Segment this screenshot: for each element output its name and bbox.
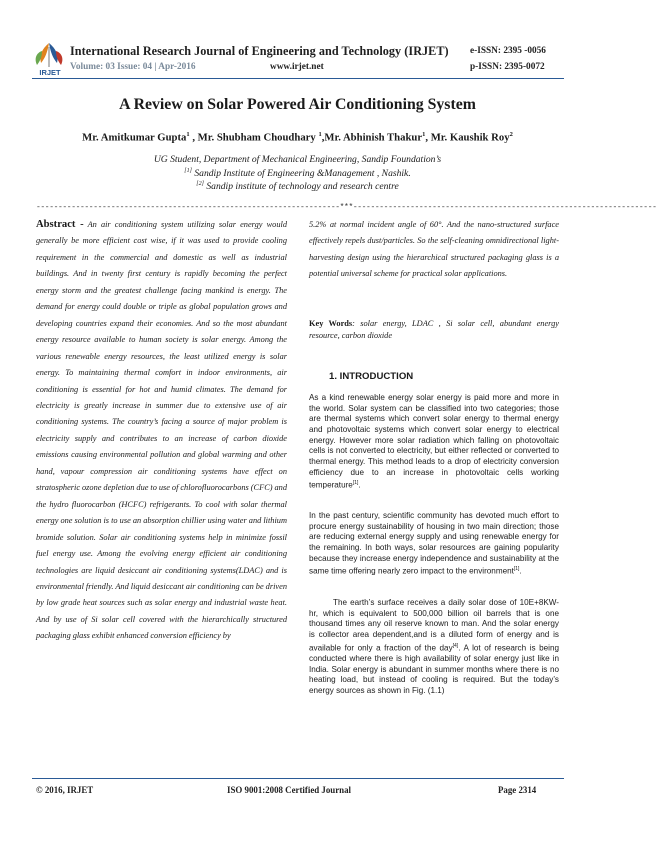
keywords-label: Key Words (309, 319, 353, 328)
affiliation (0, 168, 595, 179)
journal-title: International Research Journal of Engineering and Technology (IRJET) (70, 44, 449, 58)
paragraph-text: The earth’s surface receives a daily solar dose of 10E+8KW-hr, which is equivalent to 500,000 billion oil barrels that is one thousand times any oil reserve known to man. And the solar energy is collector area dependent,and is a diluted form of energy and is available for only a fraction of the day (309, 598, 559, 653)
feather-quill-logo-icon (32, 41, 66, 77)
citation: [1] (352, 480, 359, 487)
affiliation-mark: [1] (184, 168, 192, 174)
paragraph-text: As a kind renewable energy solar energy is paid more and more in the world. Solar system can be classified into two categories; those are thermal systems which convert solar energy to thermal energy and photovoltaic systems which convert solar energy to electrical energy. However more solar radiation which falling on photovoltaic cells is not converted to electricity, but either reflected or converted to thermal energy. This method leads to a drop of electricity conversion efficiency due to an increase in photovoltaic cells working temperature (309, 393, 559, 490)
paragraph-text: In the past century, scientific community has devoted much effort to procure energy sustainability of housing in two main direction; those are reducing external energy supply and using renewable energy for the remaining. In both ways, solar resources are gaining popularity because they increase energy independence and sustainability at the same time offering nearly zero impact to the environment (309, 511, 559, 576)
footer-certification: ISO 9001:2008 Certified Journal (227, 785, 351, 795)
logo-text: IRJET (39, 68, 61, 77)
author-name: Mr. Kaushik Roy (430, 131, 510, 144)
paragraph-end: . (519, 567, 522, 576)
paper-title: A Review on Solar Powered Air Conditioning System (119, 96, 476, 113)
abstract-heading: Abstract - (36, 219, 84, 230)
affiliation (0, 181, 595, 192)
keywords (309, 318, 559, 341)
paragraph-end: . (358, 480, 361, 490)
abstract-continued: 5.2% at normal incident angle of 60°. And the nano-structured surface effectively repels dust/particles. So the self-cleaning omnidirectional light-harvesting design using the hierarchical structured packaging glass is a potential universal scheme for practical solar applications. (309, 220, 559, 278)
e-issn: e-ISSN: 2395 -0056 (470, 46, 546, 56)
keywords-text: : solar energy, LDAC , Si solar cell, abundant energy resource, carbon dioxide (309, 319, 559, 340)
author-name: Mr. Amitkumar Gupta (82, 131, 187, 144)
intro-paragraph (309, 393, 559, 492)
author-name: Mr. Shubham Choudhary (197, 131, 319, 144)
author-list (0, 131, 595, 144)
citation: [1] (513, 566, 520, 573)
abstract-text: An air conditioning system utilizing solar energy would generally be more efficient cost wise, if it was used to provide cooling requirement in the commercial and domestic as well as industrial buildings. And in twenty first century is rapidly becoming the perfect energy storm and the greatest challenge facing mankind is energy. The demand for energy could double or triple as global population grows and developing countries expand their economies. And so the most abundant energy resource available to human society is solar energy. Among the various renewable energy resources, the least utilized energy is solar energy. To maintaining thermal comfort in indoor environments, air conditioning is essential for hot and humid climates. The demand for electricity is greatly increase in summer due to extensive use of air conditioning systems. The country’s facing a source of major problem is electricity supply and contributes to an increase of carbon dioxide emissions causing environmental pollution and global warming and other hand, vapour compression air conditioning systems have effect on stratospheric ozone depletion due to use of chlorofluorocarbons (CFC) and the hydro fluorocarbon (HCFC) refrigerants. To cool with solar thermal energy one solution is to use an absorption chillier using water and lithium bromide solution. Solar air conditioning systems help in minimize fossil fuel energy use. Among the evolving energy efficient air conditioning technologies are liquid desiccant air conditioning systems(LDAC) and is environmental friendly. And liquid desiccant air conditioning can be driven by low grade heat sources such as solar energy and industrial waste heat. And by use of Si solar cell covered with the hierarchically structured packaging glass exhibit enhanced conversion efficiency by (36, 220, 287, 641)
abstract (36, 217, 287, 645)
paragraph-text: . A lot of research is being conducted where there is high availability of solar energy just like in India. Solar energy is abundant in summer months where there is no heating load, but instead of cooling is required. But the today’s energy sources as shown in Fig. (1.1) (309, 643, 559, 695)
author-separator: , (425, 131, 431, 144)
p-issn: p-ISSN: 2395-0072 (470, 62, 545, 72)
affiliation-text: UG Student, Department of Mechanical Engineering, Sandip Foundation’s (153, 154, 442, 165)
author-name: Mr. Abhinish Thakur (324, 131, 423, 144)
volume-issue: Volume: 03 Issue: 04 | Apr-2016 (70, 62, 196, 72)
journal-website: www.irjet.net (270, 62, 324, 72)
author-mark: 1 (422, 131, 426, 138)
citation: [4] (452, 642, 459, 649)
author-separator: , (321, 131, 325, 144)
intro-paragraph (309, 598, 559, 697)
affiliation-mark: [2] (196, 181, 204, 187)
author-separator: , (189, 131, 198, 144)
section-divider: ---------------------------------------------------------------------***--------------------------------------------------------------------- (36, 203, 657, 212)
affiliation (0, 154, 595, 165)
author-mark: 1 (318, 131, 322, 138)
author-mark: 2 (509, 131, 513, 138)
footer-copyright: © 2016, IRJET (36, 785, 94, 795)
footer-rule (32, 778, 564, 779)
section-heading-introduction: 1. INTRODUCTION (329, 371, 414, 382)
intro-paragraph (309, 511, 559, 578)
affiliation-text: Sandip Institute of Engineering &Management , Nashik. (191, 168, 411, 180)
page-number: Page 2314 (498, 785, 537, 795)
author-mark: 1 (186, 131, 190, 138)
affiliation-text: Sandip institute of technology and research centre (203, 181, 399, 193)
header-rule (32, 78, 564, 79)
